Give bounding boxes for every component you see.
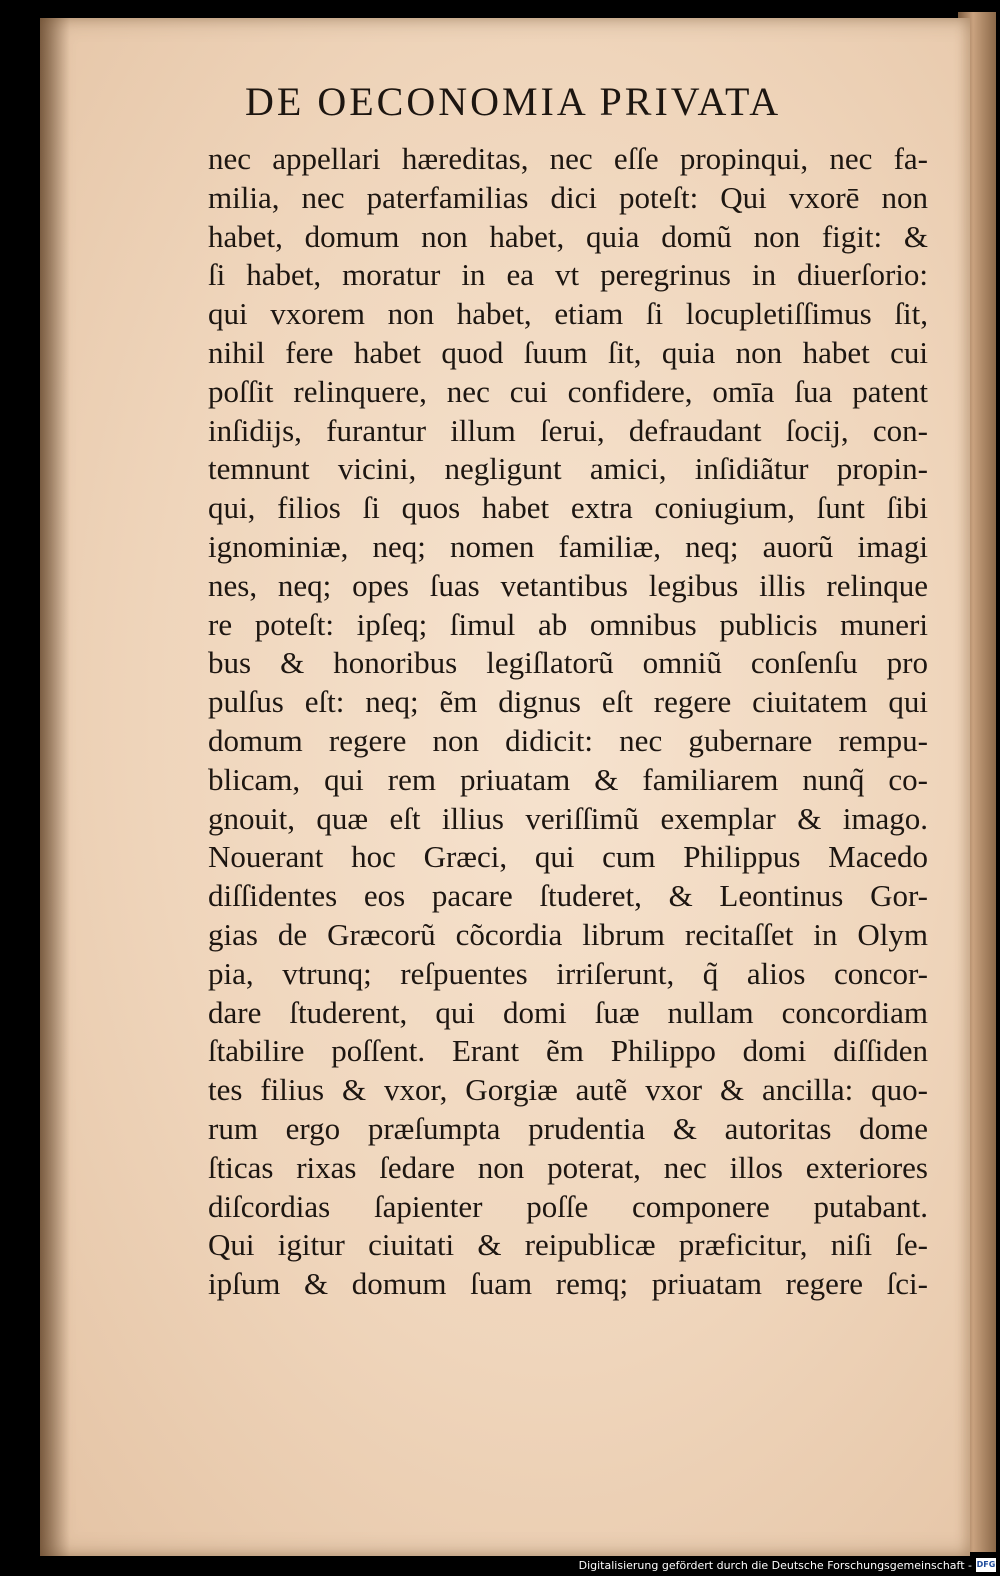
text-line: domum regere non didicit: nec gubernare rempu- (208, 722, 928, 758)
text-line: re poteſt: ipſeq; ſimul ab omnibus publicis muneri (208, 606, 928, 642)
text-line: poſſit relinquere, nec cui confidere, omīa ſua patent (208, 373, 928, 409)
text-line: ſticas rixas ſedare non poterat, nec illos exteriores (208, 1149, 928, 1185)
text-line: blicam, qui rem priuatam & familiarem nunq̃ co- (208, 761, 928, 797)
text-line: ignominiæ, neq; nomen familiæ, neq; auorũ imagi (208, 528, 928, 564)
dfg-logo: DFG (976, 1558, 996, 1572)
running-head: DE OECONOMIA PRIVATA (245, 79, 782, 124)
text-line: ſi habet, moratur in ea vt peregrinus in diuerſorio: (208, 257, 928, 293)
text-line: pulſus eſt: neq; ẽm dignus eſt regere ciuitatem qui (208, 684, 928, 720)
text-line: bus & honoribus legiſlatorũ omniũ conſenſu pro (208, 645, 928, 681)
text-line: dare ſtuderent, qui domi ſuæ nullam concordiam (208, 994, 928, 1030)
text-line: Qui igitur ciuitati & reipublicæ præficitur, niſi ſe- (208, 1227, 928, 1263)
text-line: ſtabilire poſſent. Erant ẽm Philippo domi diſſiden (208, 1033, 928, 1069)
text-line: nec appellari hæreditas, nec eſſe propinqui, nec fa- (208, 141, 928, 176)
text-line: nihil fere habet quod ſuum ſit, quia non habet cui (208, 334, 928, 370)
text-line: gnouit, quæ eſt illius veriſſimũ exemplar & imago. (208, 800, 928, 836)
text-line: qui vxorem non habet, etiam ſi locupletiſſimus ſit, (208, 296, 928, 332)
text-line: diſſidentes eos pacare ſtuderet, & Leontinus Gor- (208, 878, 928, 914)
funding-credit: Digitalisierung gefördert durch die Deutsche Forschungsgemeinschaft - (578, 1559, 972, 1572)
text-line: diſcordias ſapienter poſſe componere putabant. (208, 1188, 928, 1224)
text-line: temnunt vicini, negligunt amici, inſidiãtur propin- (208, 451, 928, 487)
page-gutter-shadow (40, 18, 70, 1556)
text-line: habet, domum non habet, quia domũ non figit: & (208, 218, 928, 254)
text-line: milia, nec paterfamilias dici poteſt: Qui vxorē non (208, 179, 928, 215)
body-text (208, 140, 928, 1304)
text-line: inſidijs, furantur illum ſerui, defraudant ſocij, con- (208, 412, 928, 448)
text-line: qui, filios ſi quos habet extra coniugium, ſunt ſibi (208, 490, 928, 526)
text-line: pia, vtrunq; reſpuentes irriſerunt, q̃ alios concor- (208, 955, 928, 991)
text-line: rum ergo præſumpta prudentia & autoritas dome (208, 1110, 928, 1146)
text-line: nes, neq; opes ſuas vetantibus legibus illis relinque (208, 567, 928, 603)
text-line: ipſum & domum ſuam remq; priuatam regere ſci- (208, 1266, 928, 1302)
text-line: gias de Græcorũ cõcordia librum recitaſſet in Olym (208, 916, 928, 952)
text-line: Nouerant hoc Græci, qui cum Philippus Macedo (208, 839, 928, 875)
text-line: tes filius & vxor, Gorgiæ autẽ vxor & ancilla: quo- (208, 1072, 928, 1108)
